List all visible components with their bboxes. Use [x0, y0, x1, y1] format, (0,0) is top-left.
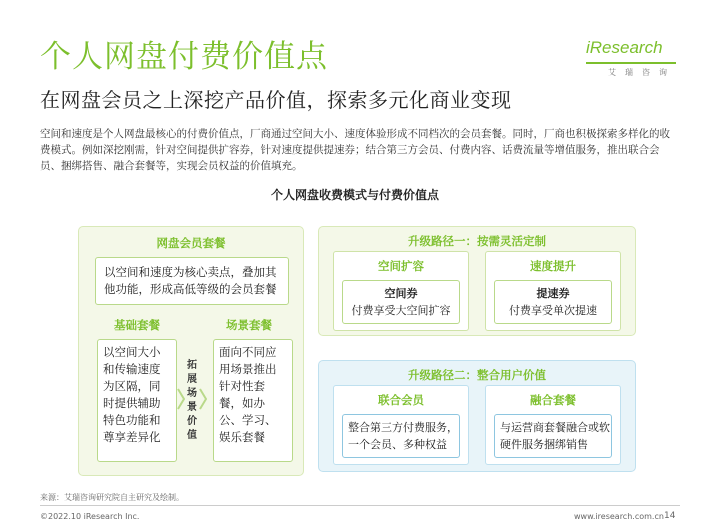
membership-package-panel [78, 226, 304, 476]
membership-package-title: 网盘会员套餐 [156, 236, 226, 250]
space-coupon-desc: 付费享受大空间扩容 [351, 304, 451, 317]
speed-coupon-desc: 付费享受单次提速 [509, 304, 597, 317]
intro-paragraph: 空间和速度是个人网盘最核心的付费价值点，厂商通过空间大小、速度体验形成不同档次的会员套餐。同时，厂商也积极探索多样化的收费模式。例如深挖刚需，针对空间提供扩容券，针对速度提供提速券；结合第三方会员、付费内容、话费流量等增值服务，推出联合会员、捆绑搭售、融合套餐等，实现会员权益的价值填充。 [40, 128, 670, 172]
upgrade-path-two-panel [318, 360, 636, 472]
footer-divider [40, 505, 680, 506]
iresearch-logo [586, 38, 678, 82]
space-expansion-card [333, 251, 469, 331]
logo-underline [586, 62, 676, 64]
extend-scene-label: 拓展场景价值 [187, 360, 197, 441]
scene-package-title: 场景套餐 [226, 318, 272, 332]
chevron-right-icon [177, 349, 185, 449]
logo-subtext: 艾瑞咨询 [608, 68, 676, 77]
source-note: 来源：艾瑞咨询研究院自主研究及绘制。 [40, 493, 184, 502]
speed-coupon-box [494, 280, 612, 324]
fusion-package-card [485, 385, 621, 465]
joint-membership-card [333, 385, 469, 465]
fusion-package-desc: 与运营商套餐融合或软硬件服务捆绑销售 [494, 414, 612, 458]
diagram-heading: 个人网盘收费模式与付费价值点 [270, 188, 439, 202]
joint-membership-title: 联合会员 [378, 393, 424, 407]
logo-text: iResearch [586, 38, 663, 57]
speed-boost-title: 速度提升 [530, 259, 576, 273]
page-number: 14 [664, 511, 676, 521]
speed-boost-card [485, 251, 621, 331]
upgrade-path-one-panel [318, 226, 636, 336]
space-coupon-box [342, 280, 460, 324]
joint-membership-desc: 整合第三方付费服务，一个会员、多种权益 [342, 414, 460, 458]
space-coupon-name: 空间券 [384, 287, 418, 300]
basic-package-title: 基础套餐 [114, 318, 160, 332]
fusion-package-title: 融合套餐 [530, 393, 576, 407]
upgrade-path-two-title: 升级路径二：整合用户价值 [408, 368, 546, 382]
extend-scene-connector [177, 339, 207, 462]
space-expansion-title: 空间扩容 [378, 259, 424, 273]
basic-package-desc: 以空间大小和传输速度为区隔，同时提供辅助特色功能和尊享差异化 [97, 339, 177, 462]
speed-coupon-name: 提速券 [536, 287, 570, 300]
page-title: 个人网盘付费价值点 [40, 39, 328, 75]
page-subtitle: 在网盘会员之上深挖产品价值，探索多元化商业变现 [40, 88, 512, 112]
website-link[interactable]: www.iresearch.com.cn [574, 512, 664, 521]
upgrade-path-one-title: 升级路径一：按需灵活定制 [408, 234, 546, 248]
scene-package-desc: 面向不同应用场景推出针对性套餐，如办公、学习、娱乐套餐 [213, 339, 293, 462]
copyright: ©2022.10 iResearch Inc. [40, 512, 140, 521]
chevron-right-icon [199, 349, 207, 449]
membership-package-desc: 以空间和速度为核心卖点，叠加其他功能，形成高低等级的会员套餐 [95, 257, 289, 305]
